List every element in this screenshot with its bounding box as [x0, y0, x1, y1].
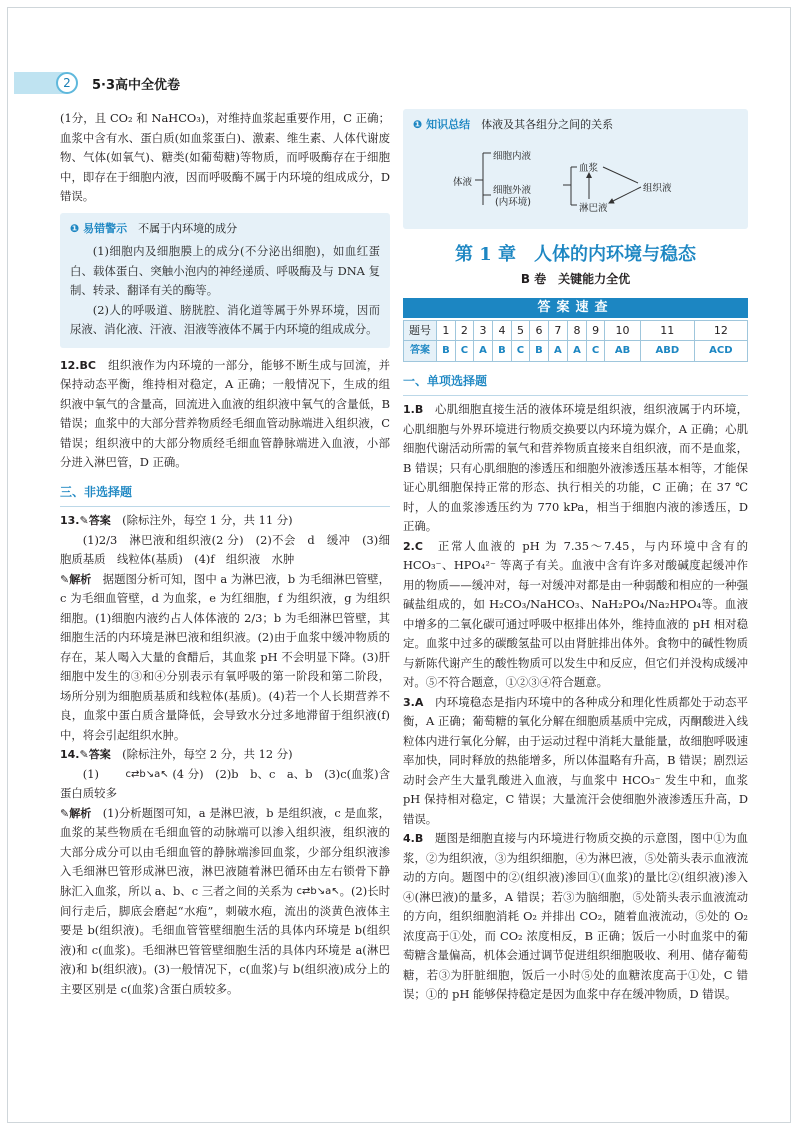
q4-text: 题图是细胞直接与内环境进行物质交换的示意图，图中①为血浆，②为组织液，③为组织细胞，④为淋巴液，⑤处箭头表示血液流动的方向。题图中的②(组织液)渗回①(血浆)的量比②(组织液)渗入④(淋巴液)的量多，A 错误；若③为脑细胞，⑤处箭头表示血液流动的方向，组织细胞消耗 O₂ 并排出 CO₂，随着血液流动，⑤处的 O₂ 浓度高于①处，而 CO₂ 浓度相反，B 正确；饭后一小时血浆中的葡萄糖含量偏高，机体会通过调节促进组织细胞吸收、利用、储存葡萄糖，若③为肝脏细胞，饭后一小时⑤处的血糖浓度高于①处，C 错误；①的 pH 能够保持稳定是因为血浆中存在缓冲物质，D 错误。: [403, 831, 748, 1001]
row-head-answer: 答案: [404, 341, 437, 362]
ans-cell: C: [455, 341, 473, 362]
q13-exp-tag: 解析: [69, 572, 92, 586]
summary-callout: [403, 109, 748, 229]
q14-ans-rest: (4 分) (2)b b、c a、b (3)c(血浆)含蛋白质较多: [60, 766, 390, 801]
num-cell: 9: [587, 320, 605, 341]
q13-answers: (1)2/3 淋巴液和组织液(2 分) (2)不会 d 缓冲 (3)细胞质基质 线粒体(基质) (4)f 组织液 水肿: [60, 532, 390, 566]
section-divider: [60, 506, 390, 507]
q13-explanation: [60, 570, 390, 746]
q1-label: 1.B: [403, 403, 424, 416]
q12-label: 12.BC: [60, 358, 96, 372]
ans-cell: A: [548, 341, 567, 362]
right-column: [403, 109, 748, 1005]
ans-cell: A: [567, 341, 586, 362]
answer-value-row: [404, 341, 748, 362]
q13-answer-line: [60, 511, 390, 531]
num-cell: 2: [455, 320, 473, 341]
warning-title: [70, 219, 380, 239]
q14-explanation: [60, 804, 390, 999]
relation-diagram-inline: c⇄b↘a↖: [296, 886, 340, 897]
answer-icon: ✎: [79, 748, 89, 761]
rel-a: a: [154, 768, 161, 780]
num-cell: 12: [694, 320, 747, 341]
q14-exp-tag: 解析: [69, 806, 92, 820]
q12-text: 组织液作为内环境的一部分，能够不断生成与回流，并保持动态平衡，维持相对稳定，A 正确；一般情况下，生成的组织液中氧气的含量高，回流进入血液的组织液中氧气的含量低，B 错误；血浆中的大部分营养物质经毛细血管动脉端进入组织液，C 错误；组织液中的大部分物质经毛细血管静脉端进入血液，小部分进入淋巴管，D 正确。: [60, 357, 390, 469]
diagram-extra-sub: (内环境): [495, 196, 531, 208]
q14-answers: [60, 765, 390, 804]
summary-heading: 体液及其各组分之间的关系: [481, 118, 614, 131]
warning-callout: [60, 213, 390, 348]
answer-icon: ✎: [79, 514, 89, 527]
ans-cell: B: [493, 341, 512, 362]
ans-cell: ACD: [694, 341, 747, 362]
q1-text: 心肌细胞直接生活的液体环境是组织液，组织液属于内环境，心肌细胞与外界环境进行物质交换要以内环境为媒介，A 正确；心肌细胞代谢活动所需的氧气和营养物质直接来自组织液，而不是血浆，B 错误；只有心肌细胞的渗透压和细胞外液渗透压基本相等，才能保证心肌细胞保持正常的形态、执行相关的功能，C 正确；在 37 ℃ 时，人的血浆渗透压约为 770 kPa，相当于细胞内液的渗透压，D 正确。: [403, 402, 748, 533]
warning-heading: 不属于内环境的成分: [138, 221, 238, 235]
section-3-heading: 三、非选择题: [60, 484, 133, 499]
q14-label: 14.: [60, 748, 80, 761]
num-cell: 5: [511, 320, 529, 341]
question-2: [403, 537, 748, 693]
q3-label: 3.A: [403, 695, 424, 709]
num-cell: 10: [605, 320, 641, 341]
question-12: [60, 356, 390, 473]
warning-point-2: (2)人的呼吸道、膀胱腔、消化道等属于外界环境，因而尿液、消化液、汗液、泪液等液体不属于内环境的组成成分。: [70, 302, 380, 336]
explanation-icon: ✎: [60, 806, 70, 820]
body-fluid-diagram: [413, 139, 738, 221]
q14-exp-text-b: 。(2)长时间行走后，脚底会磨起“水疱”，刺破水疱，流出的淡黄色液体主要是 b(组织液)。毛细血管管壁细胞生活的具体内环境是 b(组织液)和 c(血浆)。毛细淋巴管管壁细胞生活的具体内环境是 a(淋巴液)和 b(组织液)。(3)一般情况下，c(血浆)与 b(组织液)成分上的主要区别是 c(血浆)含蛋白质较多。: [60, 883, 390, 996]
question-3: [403, 693, 748, 830]
q14-answer-tag: 答案: [88, 748, 111, 761]
diagram-tissue: 组织液: [643, 182, 672, 194]
warning-point-1: (1)细胞内及细胞膜上的成分(不分泌出细胞)，如血红蛋白、载体蛋白、突触小泡内的神经递质、呼吸酶及与 DNA 复制、转录、翻译有关的酶等。: [70, 244, 380, 297]
q2-label: 2.C: [403, 539, 423, 553]
q3-text: 内环境稳态是指内环境中的各种成分和理化性质都处于动态平衡，A 正确；葡萄糖的氧化分解在细胞质基质中完成，丙酮酸进入线粒体内进行氧化分解，由于运动过程中消耗大量能量，故细胞呼吸速率加快，同时释放的热能增多，所以体温略有升高，B 错误；剧烈运动时会产生大量乳酸进入血液，与血浆中 HCO₃⁻ 发生中和，血浆 pH 保持相对稳定，C 错误；大量流汗会使细胞外液渗透压升高，D 错误。: [403, 694, 748, 826]
explanation-icon: ✎: [60, 572, 70, 586]
q14-answer-note: (除标注外，每空 2 分，共 12 分): [122, 747, 293, 761]
num-cell: 11: [640, 320, 694, 341]
diagram-root: 体液: [453, 176, 473, 188]
summary-title: [413, 115, 738, 135]
diagram-extra: 细胞外液: [493, 184, 532, 196]
question-4: [403, 829, 748, 1005]
summary-tag: 知识总结: [426, 118, 471, 131]
section-1-heading: 一、单项选择题: [403, 373, 488, 388]
num-cell: 1: [437, 320, 456, 341]
diagram-intra: 细胞内液: [493, 150, 532, 162]
num-cell: 7: [548, 320, 567, 341]
answer-number-row: [404, 320, 748, 341]
num-cell: 4: [493, 320, 512, 341]
book-title: 5·3高中全优卷: [92, 78, 181, 93]
q14-ans-prefix: (1): [82, 766, 99, 781]
num-cell: 6: [530, 320, 549, 341]
ans-cell: ABD: [640, 341, 694, 362]
q4-label: 4.B: [403, 832, 424, 845]
num-cell: 3: [473, 320, 492, 341]
diagram-lymph: 淋巴液: [579, 202, 608, 214]
num-cell: 8: [567, 320, 586, 341]
q13-answer-note: (除标注外，每空 1 分，共 11 分): [122, 513, 293, 527]
ans-cell: A: [473, 341, 492, 362]
intro-paragraph: (1分，且 CO₂ 和 NaHCO₃)，对维持血浆起重要作用，C 正确；血浆中含有水、蛋白质(如血浆蛋白)、激素、维生素、人体代谢废物、气体(如氧气)、糖类(如葡萄糖)等物质，而呼吸酶存在于细胞中，即存在于细胞内液，因而呼吸酶不属于内环境的组成成分，D 错误。: [60, 111, 390, 203]
ans-cell: C: [511, 341, 529, 362]
q2-text: 正常人血液的 pH 为 7.35～7.45，与内环境中含有的 HCO₃⁻、HPO₄²⁻ 等离子有关。血液中含有许多对酸碱度起缓冲作用的物质——缓冲对，每一对缓冲对都是由一种弱酸和相应的一种强碱盐组成的，如 H₂CO₃/NaHCO₃、NaH₂PO₄/Na₂HPO₄等。血液中增多的二氧化碳可通过呼吸中枢排出体外，维持血液的 pH 相对稳定。血浆中过多的碳酸氢盐可以由肾脏排出体外。食物中的碱性物质与新陈代谢产生的酸性物质可以发生中和反应，但它们并没构成缓冲对。⑤不符合题意，①②③④符合题意。: [403, 538, 748, 689]
chapter-title: 第 1 章 人体的内环境与稳态: [454, 243, 697, 265]
section-subtitle: B 卷 关键能力全优: [520, 272, 631, 286]
q13-label: 13.: [60, 514, 80, 527]
q14-exp-text-a: (1)分析题图可知，a 是淋巴液，b 是组织液，c 是血浆，血浆的某些物质在毛细血管的动脉端可以渗入组织液，组织液的大部分成分可以由毛细血管的静脉端渗回血浆，少部分组织液渗入毛细淋巴管形成淋巴液，淋巴液随着淋巴循环由左右锁骨下静脉汇入血浆，所以 a、b、c 三者之间的关系为: [60, 805, 390, 898]
warning-tag: 易错警示: [83, 221, 128, 235]
warning-icon: ❶: [70, 221, 84, 235]
ans-cell: B: [437, 341, 456, 362]
left-column: [60, 109, 390, 999]
ans-cell: C: [587, 341, 605, 362]
rel-c: c: [125, 768, 131, 780]
q13-exp-text: 据题图分析可知，图中 a 为淋巴液，b 为毛细淋巴管壁，c 为毛细血管壁，d 为血浆，e 为红细胞，f 为组织液，g 为组织细胞。(1)细胞内液约占人体体液的 2/3；b 为毛细淋巴管壁，其细胞生活的内环境是淋巴液和组织液。(2)由于血浆中缓冲物质的存在，某人喝入大量的食醋后，其血浆 pH 不会明显下降。(3)肝细胞中发生的③和④分别表示有氧呼吸的第一阶段和第二阶段，场所分别为细胞质基质和线粒体(基质)。(4)若一个人长期营养不良，血浆中蛋白质含量降低，会导致水分过多地滞留于组织液(f)中，将会引起组织水肿。: [60, 571, 390, 742]
q14-answer-line: [60, 745, 390, 765]
ans-cell: B: [530, 341, 549, 362]
ans-cell: AB: [605, 341, 641, 362]
question-1: [403, 400, 748, 537]
diagram-plasma: 血浆: [579, 162, 599, 174]
rel-b: b: [139, 768, 146, 780]
q13-answer-tag: 答案: [88, 514, 111, 527]
page-number: 2: [56, 72, 78, 94]
row-head-number: 题号: [404, 320, 437, 341]
relation-diagram: c⇄b↘a↖: [125, 768, 169, 780]
section-divider: [403, 395, 748, 396]
answer-banner: 答案速查: [403, 298, 748, 318]
answer-table: [403, 320, 748, 362]
summary-icon: ❶: [413, 118, 427, 131]
